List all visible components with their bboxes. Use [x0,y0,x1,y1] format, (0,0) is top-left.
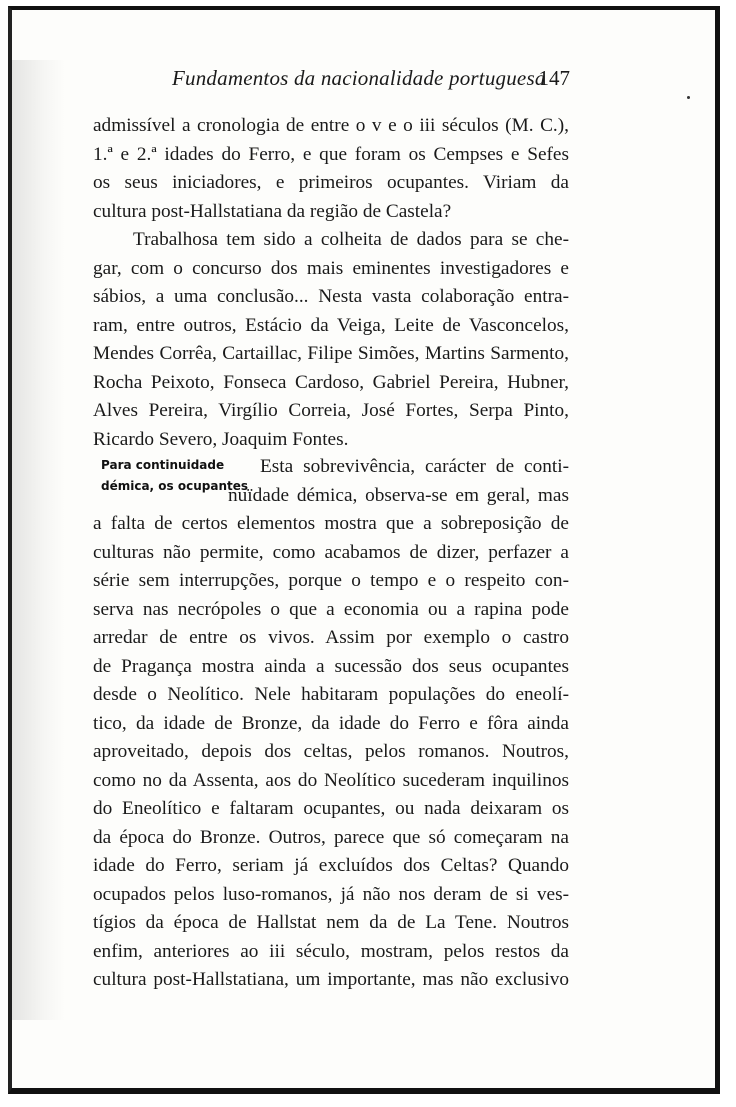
scan-speck [687,96,690,99]
text-line: a falta de certos elementos mostra que a sobreposição de [93,513,569,534]
text-line: serva nas necrópoles o que a economia ou a rapina pode [93,598,569,620]
text-line: enfim, anteriores ao iii século, mostram, pelos restos da [93,940,569,962]
text-line: ram, entre outros, Estácio da Veiga, Leite de Vasconcelos, [93,314,569,336]
text-line: Mendes Corrêa, Cartaillac, Filipe Simões, Martins Sarmento, [93,343,569,364]
marginal-note-line: démica, os ocupantes [101,479,249,493]
text-line: idade do Ferro, seriam já excluídos dos Celtas? Quando [93,855,569,876]
text-line: do Eneolítico e faltaram ocupantes, ou nada deixaram os [93,798,569,819]
text-line: desde o Neolítico. Nele habitaram populações do eneolí- [93,684,569,705]
text-line: Trabalhosa tem sido a colheita de dados para se che- [133,229,569,250]
text-line: ocupados pelos luso-romanos, já não nos deram de si ves- [93,883,569,905]
text-line: nuïdade démica, observa-se em geral, mas [228,484,569,506]
header-title: Fundamentos da nacionalidade portuguesa [172,66,546,90]
text-line: como no da Assenta, aos do Neolítico sucederam inquilinos [93,769,569,791]
text-line: 1.ª e 2.ª idades do Ferro, e que foram os Cempses e Sefes [93,143,569,165]
paragraph-2 [93,226,569,454]
marginal-note-line: Para continuidade [101,458,225,472]
text-line: cultura post-Hallstatiana da região de Castela? [93,200,452,222]
text-line: série sem interrupções, porque o tempo e o respeito con- [93,570,569,591]
text-line: cultura post-Hallstatiana, um importante, mas não exclusivo [93,969,569,990]
scan-shadow [10,60,65,1020]
page-number: 147 [538,66,570,90]
text-line: da época do Bronze. Outros, parece que só começaram na [93,826,569,848]
text-line: Esta sobrevivência, carácter de conti- [260,456,569,477]
text-line: Alves Pereira, Virgílio Correia, José Fortes, Serpa Pinto, [93,400,569,421]
paragraph-1 [93,112,569,226]
text-line: tico, da idade de Bronze, da idade do Ferro e fôra ainda [93,712,569,734]
text-line: de Pragança mostra ainda a sucessão dos seus ocupantes [93,655,569,677]
running-header [90,62,570,96]
text-line: Rocha Peixoto, Fonseca Cardoso, Gabriel Pereira, Hubner, [93,371,569,393]
text-line: aproveitado, depois dos celtas, pelos romanos. Noutros, [93,741,569,762]
text-line: culturas não permite, como acabamos de dizer, perfazer a [93,541,569,563]
text-line: Ricardo Severo, Joaquim Fontes. [93,428,349,450]
text-line: gar, com o concurso dos mais eminentes investigadores e [93,257,569,279]
text-line: tígios da época de Hallstat nem da de La Tene. Noutros [93,912,569,933]
text-line: os seus iniciadores, e primeiros ocupantes. Viriam da [93,172,569,193]
paragraph-3 [93,453,569,995]
text-line: sábios, a uma conclusão... Nesta vasta colaboração entra- [93,286,569,307]
text-line: admissível a cronologia de entre o v e o iii séculos (M. C.), [93,115,569,136]
text-line: arredar de entre os vivos. Assim por exemplo o castro [93,627,569,648]
